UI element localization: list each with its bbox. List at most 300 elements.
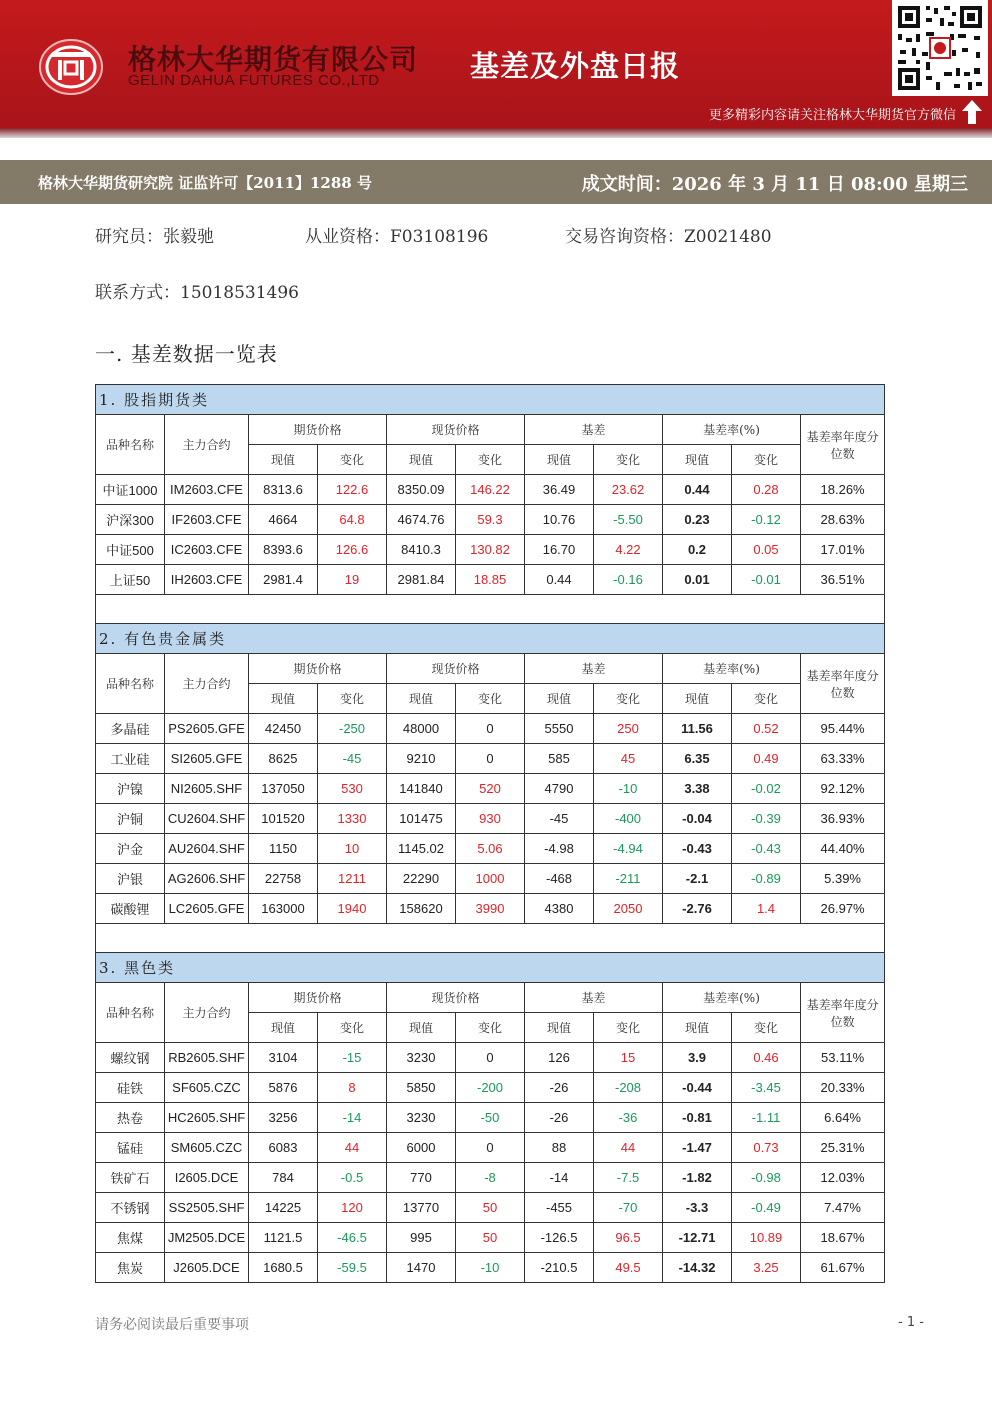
cell-basis-rate-change: -0.49 (732, 1193, 801, 1223)
cell-contract: J2605.DCE (165, 1253, 249, 1283)
cell-basis-current: 0.44 (525, 565, 594, 595)
cell-percentile: 53.11% (801, 1043, 885, 1073)
cell-spot-change: 50 (456, 1223, 525, 1253)
cell-basis-current: 88 (525, 1133, 594, 1163)
cell-percentile: 5.39% (801, 864, 885, 894)
cell-futures-current: 4664 (249, 505, 318, 535)
table-row (96, 505, 885, 535)
table-row (96, 565, 885, 595)
footer-disclaimer-note: 请务必阅读最后重要事项 (95, 1317, 249, 1333)
cell-percentile: 25.31% (801, 1133, 885, 1163)
spacer-row (96, 595, 885, 624)
table-row (96, 774, 885, 804)
cell-basis-rate-change: -0.39 (732, 804, 801, 834)
header-banner-shadow (0, 128, 992, 138)
cell-contract: LC2605.GFE (165, 894, 249, 924)
cell-contract: AG2606.SHF (165, 864, 249, 894)
cell-spot-change: 146.22 (456, 475, 525, 505)
table-row (96, 1073, 885, 1103)
category-title: 1. 股指期货类 (96, 385, 885, 415)
publish-time: 成文时间：2026 年 3 月 11 日 08:00 星期三 (581, 174, 968, 195)
cell-variety: 锰硅 (96, 1133, 165, 1163)
cell-basis-current: -210.5 (525, 1253, 594, 1283)
subheader-change: 变化 (318, 684, 387, 714)
cell-spot-change: 1000 (456, 864, 525, 894)
table-row (96, 834, 885, 864)
cell-contract: SS2505.SHF (165, 1193, 249, 1223)
category-title: 3. 黑色类 (96, 953, 885, 983)
cell-basis-rate-change: 10.89 (732, 1223, 801, 1253)
cell-futures-current: 101520 (249, 804, 318, 834)
cell-basis-rate-current: -1.47 (663, 1133, 732, 1163)
subheader-change: 变化 (732, 684, 801, 714)
header-basis: 基差 (525, 415, 663, 445)
header-percentile: 基差率年度分位数 (801, 415, 885, 475)
subheader-current: 现值 (249, 1013, 318, 1043)
basis-table-container (95, 384, 884, 1283)
subheader-change: 变化 (318, 1013, 387, 1043)
header-futures-price: 期货价格 (249, 415, 387, 445)
company-name-en: GELIN DAHUA FUTURES CO.,LTD (128, 72, 380, 89)
cell-spot-current: 1470 (387, 1253, 456, 1283)
cell-basis-rate-change: -0.98 (732, 1163, 801, 1193)
cell-contract: SI2605.GFE (165, 744, 249, 774)
cell-basis-change: 15 (594, 1043, 663, 1073)
cell-basis-current: -468 (525, 864, 594, 894)
cell-spot-change: 930 (456, 804, 525, 834)
header-contract: 主力合约 (165, 415, 249, 475)
subheader-current: 现值 (387, 1013, 456, 1043)
cell-basis-rate-current: -0.04 (663, 804, 732, 834)
cell-basis-current: 4790 (525, 774, 594, 804)
cell-futures-change: 19 (318, 565, 387, 595)
cell-spot-current: 8410.3 (387, 535, 456, 565)
cell-percentile: 63.33% (801, 744, 885, 774)
cell-percentile: 17.01% (801, 535, 885, 565)
info-bar (0, 160, 992, 204)
cell-percentile: 18.67% (801, 1223, 885, 1253)
subheader-change: 变化 (456, 1013, 525, 1043)
cell-contract: IH2603.CFE (165, 565, 249, 595)
cell-basis-current: 4380 (525, 894, 594, 924)
cell-basis-current: 126 (525, 1043, 594, 1073)
cell-basis-rate-change: 0.46 (732, 1043, 801, 1073)
cell-basis-change: 4.22 (594, 535, 663, 565)
cell-basis-rate-change: -0.43 (732, 834, 801, 864)
cell-futures-change: 1211 (318, 864, 387, 894)
cell-futures-current: 8393.6 (249, 535, 318, 565)
cell-spot-change: 3990 (456, 894, 525, 924)
cell-variety: 上证50 (96, 565, 165, 595)
cell-variety: 热卷 (96, 1103, 165, 1133)
cell-futures-current: 22758 (249, 864, 318, 894)
cell-basis-rate-current: 3.38 (663, 774, 732, 804)
subheader-change: 变化 (594, 445, 663, 475)
cell-basis-rate-current: -0.43 (663, 834, 732, 864)
cell-percentile: 95.44% (801, 714, 885, 744)
cell-basis-change: 2050 (594, 894, 663, 924)
cell-basis-rate-current: -1.82 (663, 1163, 732, 1193)
cell-percentile: 7.47% (801, 1193, 885, 1223)
cell-spot-current: 101475 (387, 804, 456, 834)
wechat-follow-tip: 更多精彩内容请关注格林大华期货官方微信 (708, 108, 956, 123)
category-row (96, 385, 885, 415)
cell-futures-current: 2981.4 (249, 565, 318, 595)
cell-futures-change: -46.5 (318, 1223, 387, 1253)
cell-basis-rate-change: -0.01 (732, 565, 801, 595)
header-basis-rate: 基差率(%) (663, 654, 801, 684)
header-variety: 品种名称 (96, 983, 165, 1043)
cell-contract: JM2505.DCE (165, 1223, 249, 1253)
table-row (96, 1193, 885, 1223)
subheader-current: 现值 (249, 445, 318, 475)
cell-spot-current: 48000 (387, 714, 456, 744)
cell-spot-current: 995 (387, 1223, 456, 1253)
cell-contract: SM605.CZC (165, 1133, 249, 1163)
cell-futures-current: 784 (249, 1163, 318, 1193)
cell-variety: 中证1000 (96, 475, 165, 505)
cell-percentile: 20.33% (801, 1073, 885, 1103)
cell-basis-rate-change: -0.02 (732, 774, 801, 804)
cell-futures-current: 1121.5 (249, 1223, 318, 1253)
table-row (96, 1223, 885, 1253)
table-row (96, 744, 885, 774)
cell-basis-change: -400 (594, 804, 663, 834)
cell-spot-current: 141840 (387, 774, 456, 804)
cell-variety: 硅铁 (96, 1073, 165, 1103)
cell-basis-current: -26 (525, 1073, 594, 1103)
spacer-row (96, 924, 885, 953)
cell-spot-change: 520 (456, 774, 525, 804)
subheader-current: 现值 (525, 684, 594, 714)
cell-spot-current: 158620 (387, 894, 456, 924)
subheader-current: 现值 (663, 1013, 732, 1043)
cell-futures-current: 8313.6 (249, 475, 318, 505)
cell-spot-current: 5850 (387, 1073, 456, 1103)
cell-spot-change: 5.06 (456, 834, 525, 864)
cell-spot-change: 18.85 (456, 565, 525, 595)
cell-basis-rate-current: 0.2 (663, 535, 732, 565)
cell-basis-current: -14 (525, 1163, 594, 1193)
cell-basis-rate-current: -2.1 (663, 864, 732, 894)
cell-futures-current: 137050 (249, 774, 318, 804)
cell-variety: 碳酸锂 (96, 894, 165, 924)
cell-percentile: 36.93% (801, 804, 885, 834)
cell-basis-change: -36 (594, 1103, 663, 1133)
subheader-current: 现值 (249, 684, 318, 714)
header-variety: 品种名称 (96, 654, 165, 714)
cell-spot-change: 50 (456, 1193, 525, 1223)
subheader-current: 现值 (525, 1013, 594, 1043)
cell-basis-change: 250 (594, 714, 663, 744)
researcher-name: 研究员：张毅驰 (95, 227, 214, 247)
cell-spot-current: 3230 (387, 1043, 456, 1073)
page-number: - 1 - (898, 1315, 924, 1330)
cell-variety: 沪镍 (96, 774, 165, 804)
cell-futures-current: 163000 (249, 894, 318, 924)
cell-basis-change: 45 (594, 744, 663, 774)
category-row (96, 953, 885, 983)
cell-percentile: 26.97% (801, 894, 885, 924)
table-row (96, 1043, 885, 1073)
header-contract: 主力合约 (165, 983, 249, 1043)
subheader-change: 变化 (594, 1013, 663, 1043)
cell-contract: SF605.CZC (165, 1073, 249, 1103)
cell-futures-change: -15 (318, 1043, 387, 1073)
cell-percentile: 61.67% (801, 1253, 885, 1283)
cell-contract: I2605.DCE (165, 1163, 249, 1193)
spacer-cell (96, 924, 885, 953)
cell-spot-current: 6000 (387, 1133, 456, 1163)
cell-variety: 中证500 (96, 535, 165, 565)
header-basis: 基差 (525, 654, 663, 684)
header-futures-price: 期货价格 (249, 983, 387, 1013)
cell-basis-current: 5550 (525, 714, 594, 744)
cell-basis-rate-current: -0.81 (663, 1103, 732, 1133)
cell-percentile: 18.26% (801, 475, 885, 505)
cell-contract: IF2603.CFE (165, 505, 249, 535)
spacer-cell (96, 595, 885, 624)
cell-futures-current: 1150 (249, 834, 318, 864)
cell-futures-current: 1680.5 (249, 1253, 318, 1283)
cell-basis-rate-current: -2.76 (663, 894, 732, 924)
cell-basis-rate-current: 0.01 (663, 565, 732, 595)
cell-futures-change: 122.6 (318, 475, 387, 505)
cell-basis-change: -4.94 (594, 834, 663, 864)
cell-futures-change: -250 (318, 714, 387, 744)
subheader-current: 现值 (663, 684, 732, 714)
cell-futures-change: 44 (318, 1133, 387, 1163)
cell-spot-current: 1145.02 (387, 834, 456, 864)
cell-futures-change: -0.5 (318, 1163, 387, 1193)
cell-percentile: 36.51% (801, 565, 885, 595)
cell-basis-rate-current: -14.32 (663, 1253, 732, 1283)
cell-basis-change: 49.5 (594, 1253, 663, 1283)
subheader-change: 变化 (318, 445, 387, 475)
cell-basis-rate-current: 3.9 (663, 1043, 732, 1073)
cell-futures-current: 14225 (249, 1193, 318, 1223)
cell-spot-change: 130.82 (456, 535, 525, 565)
header-spot-price: 现货价格 (387, 415, 525, 445)
subheader-change: 变化 (594, 684, 663, 714)
company-name-cn: 格林大华期货有限公司 (128, 43, 419, 76)
cell-basis-rate-current: -12.71 (663, 1223, 732, 1253)
arrow-up-icon (962, 100, 982, 124)
cell-basis-current: -26 (525, 1103, 594, 1133)
cell-spot-change: -10 (456, 1253, 525, 1283)
institute-license: 格林大华期货研究院 证监许可【2011】1288 号 (38, 174, 372, 192)
cell-spot-change: 0 (456, 714, 525, 744)
header-variety: 品种名称 (96, 415, 165, 475)
cell-basis-change: -70 (594, 1193, 663, 1223)
cell-variety: 沪金 (96, 834, 165, 864)
cell-basis-rate-change: -0.89 (732, 864, 801, 894)
cell-variety: 不锈钢 (96, 1193, 165, 1223)
cell-percentile: 28.63% (801, 505, 885, 535)
cell-futures-current: 5876 (249, 1073, 318, 1103)
cell-spot-current: 22290 (387, 864, 456, 894)
cell-futures-current: 6083 (249, 1133, 318, 1163)
contact-info: 联系方式：15018531496 (95, 283, 299, 303)
category-row (96, 624, 885, 654)
cell-basis-rate-change: 0.52 (732, 714, 801, 744)
cell-percentile: 12.03% (801, 1163, 885, 1193)
table-row (96, 864, 885, 894)
cell-basis-change: -0.16 (594, 565, 663, 595)
cell-futures-change: 10 (318, 834, 387, 864)
header-percentile: 基差率年度分位数 (801, 654, 885, 714)
table-row (96, 1103, 885, 1133)
cell-basis-rate-change: -1.11 (732, 1103, 801, 1133)
subheader-current: 现值 (387, 445, 456, 475)
cell-basis-rate-change: 0.73 (732, 1133, 801, 1163)
cell-basis-rate-current: -0.44 (663, 1073, 732, 1103)
cell-percentile: 44.40% (801, 834, 885, 864)
cell-spot-change: 0 (456, 744, 525, 774)
subheader-current: 现值 (387, 684, 456, 714)
cell-basis-current: -4.98 (525, 834, 594, 864)
category-title: 2. 有色贵金属类 (96, 624, 885, 654)
cell-contract: CU2604.SHF (165, 804, 249, 834)
subheader-current: 现值 (525, 445, 594, 475)
subheader-change: 变化 (456, 684, 525, 714)
cell-spot-current: 770 (387, 1163, 456, 1193)
researcher-qualification: 从业资格：F03108196 (305, 227, 489, 247)
header-spot-price: 现货价格 (387, 983, 525, 1013)
cell-contract: NI2605.SHF (165, 774, 249, 804)
report-title: 基差及外盘日报 (470, 49, 681, 83)
cell-variety: 沪铜 (96, 804, 165, 834)
cell-spot-change: 0 (456, 1133, 525, 1163)
cell-basis-rate-change: 0.05 (732, 535, 801, 565)
table-row (96, 894, 885, 924)
basis-table (95, 384, 885, 1283)
header-spot-price: 现货价格 (387, 654, 525, 684)
cell-basis-change: 44 (594, 1133, 663, 1163)
cell-basis-change: -7.5 (594, 1163, 663, 1193)
consult-qualification: 交易咨询资格：Z0021480 (565, 227, 772, 247)
cell-basis-rate-current: 11.56 (663, 714, 732, 744)
cell-variety: 焦炭 (96, 1253, 165, 1283)
cell-basis-rate-current: 0.44 (663, 475, 732, 505)
cell-futures-current: 3256 (249, 1103, 318, 1133)
cell-futures-change: 64.8 (318, 505, 387, 535)
cell-basis-rate-current: 0.23 (663, 505, 732, 535)
cell-basis-current: -126.5 (525, 1223, 594, 1253)
cell-spot-change: -8 (456, 1163, 525, 1193)
cell-spot-change: -50 (456, 1103, 525, 1133)
cell-variety: 工业硅 (96, 744, 165, 774)
cell-basis-change: 96.5 (594, 1223, 663, 1253)
table-row (96, 714, 885, 744)
header-futures-price: 期货价格 (249, 654, 387, 684)
cell-contract: IC2603.CFE (165, 535, 249, 565)
cell-percentile: 92.12% (801, 774, 885, 804)
table-row (96, 1163, 885, 1193)
wechat-qr-code[interactable] (892, 0, 988, 96)
header-row (96, 415, 885, 445)
cell-spot-current: 13770 (387, 1193, 456, 1223)
cell-basis-current: -455 (525, 1193, 594, 1223)
cell-basis-current: 585 (525, 744, 594, 774)
table-row (96, 1253, 885, 1283)
cell-variety: 沪银 (96, 864, 165, 894)
cell-contract: AU2604.SHF (165, 834, 249, 864)
cell-basis-rate-change: -3.45 (732, 1073, 801, 1103)
cell-futures-current: 3104 (249, 1043, 318, 1073)
cell-futures-current: 8625 (249, 744, 318, 774)
table-row (96, 804, 885, 834)
cell-futures-change: -45 (318, 744, 387, 774)
cell-basis-current: 10.76 (525, 505, 594, 535)
cell-futures-current: 42450 (249, 714, 318, 744)
cell-basis-rate-change: 0.28 (732, 475, 801, 505)
header-basis: 基差 (525, 983, 663, 1013)
cell-contract: HC2605.SHF (165, 1103, 249, 1133)
cell-spot-change: 0 (456, 1043, 525, 1073)
cell-futures-change: 120 (318, 1193, 387, 1223)
subheader-change: 变化 (732, 445, 801, 475)
cell-basis-change: 23.62 (594, 475, 663, 505)
cell-basis-rate-change: -0.12 (732, 505, 801, 535)
header-contract: 主力合约 (165, 654, 249, 714)
cell-percentile: 6.64% (801, 1103, 885, 1133)
cell-variety: 螺纹钢 (96, 1043, 165, 1073)
cell-basis-rate-change: 0.49 (732, 744, 801, 774)
table-row (96, 535, 885, 565)
cell-futures-change: 1330 (318, 804, 387, 834)
cell-basis-change: -211 (594, 864, 663, 894)
cell-futures-change: 126.6 (318, 535, 387, 565)
cell-basis-current: -45 (525, 804, 594, 834)
cell-basis-change: -10 (594, 774, 663, 804)
header-row (96, 654, 885, 684)
cell-basis-rate-current: 6.35 (663, 744, 732, 774)
header-percentile: 基差率年度分位数 (801, 983, 885, 1043)
section-heading: 一. 基差数据一览表 (95, 342, 278, 366)
cell-futures-change: 530 (318, 774, 387, 804)
cell-basis-rate-current: -3.3 (663, 1193, 732, 1223)
cell-contract: IM2603.CFE (165, 475, 249, 505)
header-basis-rate: 基差率(%) (663, 415, 801, 445)
cell-basis-current: 36.49 (525, 475, 594, 505)
subheader-change: 变化 (456, 445, 525, 475)
cell-spot-current: 9210 (387, 744, 456, 774)
cell-futures-change: -14 (318, 1103, 387, 1133)
cell-spot-current: 2981.84 (387, 565, 456, 595)
company-seal-icon (38, 38, 104, 96)
subheader-current: 现值 (663, 445, 732, 475)
cell-spot-current: 3230 (387, 1103, 456, 1133)
cell-contract: PS2605.GFE (165, 714, 249, 744)
cell-basis-change: -208 (594, 1073, 663, 1103)
cell-spot-change: 59.3 (456, 505, 525, 535)
cell-variety: 沪深300 (96, 505, 165, 535)
cell-basis-current: 16.70 (525, 535, 594, 565)
cell-spot-change: -200 (456, 1073, 525, 1103)
cell-spot-current: 8350.09 (387, 475, 456, 505)
cell-basis-rate-change: 1.4 (732, 894, 801, 924)
cell-basis-change: -5.50 (594, 505, 663, 535)
cell-contract: RB2605.SHF (165, 1043, 249, 1073)
cell-variety: 铁矿石 (96, 1163, 165, 1193)
header-basis-rate: 基差率(%) (663, 983, 801, 1013)
table-row (96, 475, 885, 505)
cell-futures-change: 8 (318, 1073, 387, 1103)
header-row (96, 983, 885, 1013)
cell-basis-rate-change: 3.25 (732, 1253, 801, 1283)
cell-variety: 焦煤 (96, 1223, 165, 1253)
